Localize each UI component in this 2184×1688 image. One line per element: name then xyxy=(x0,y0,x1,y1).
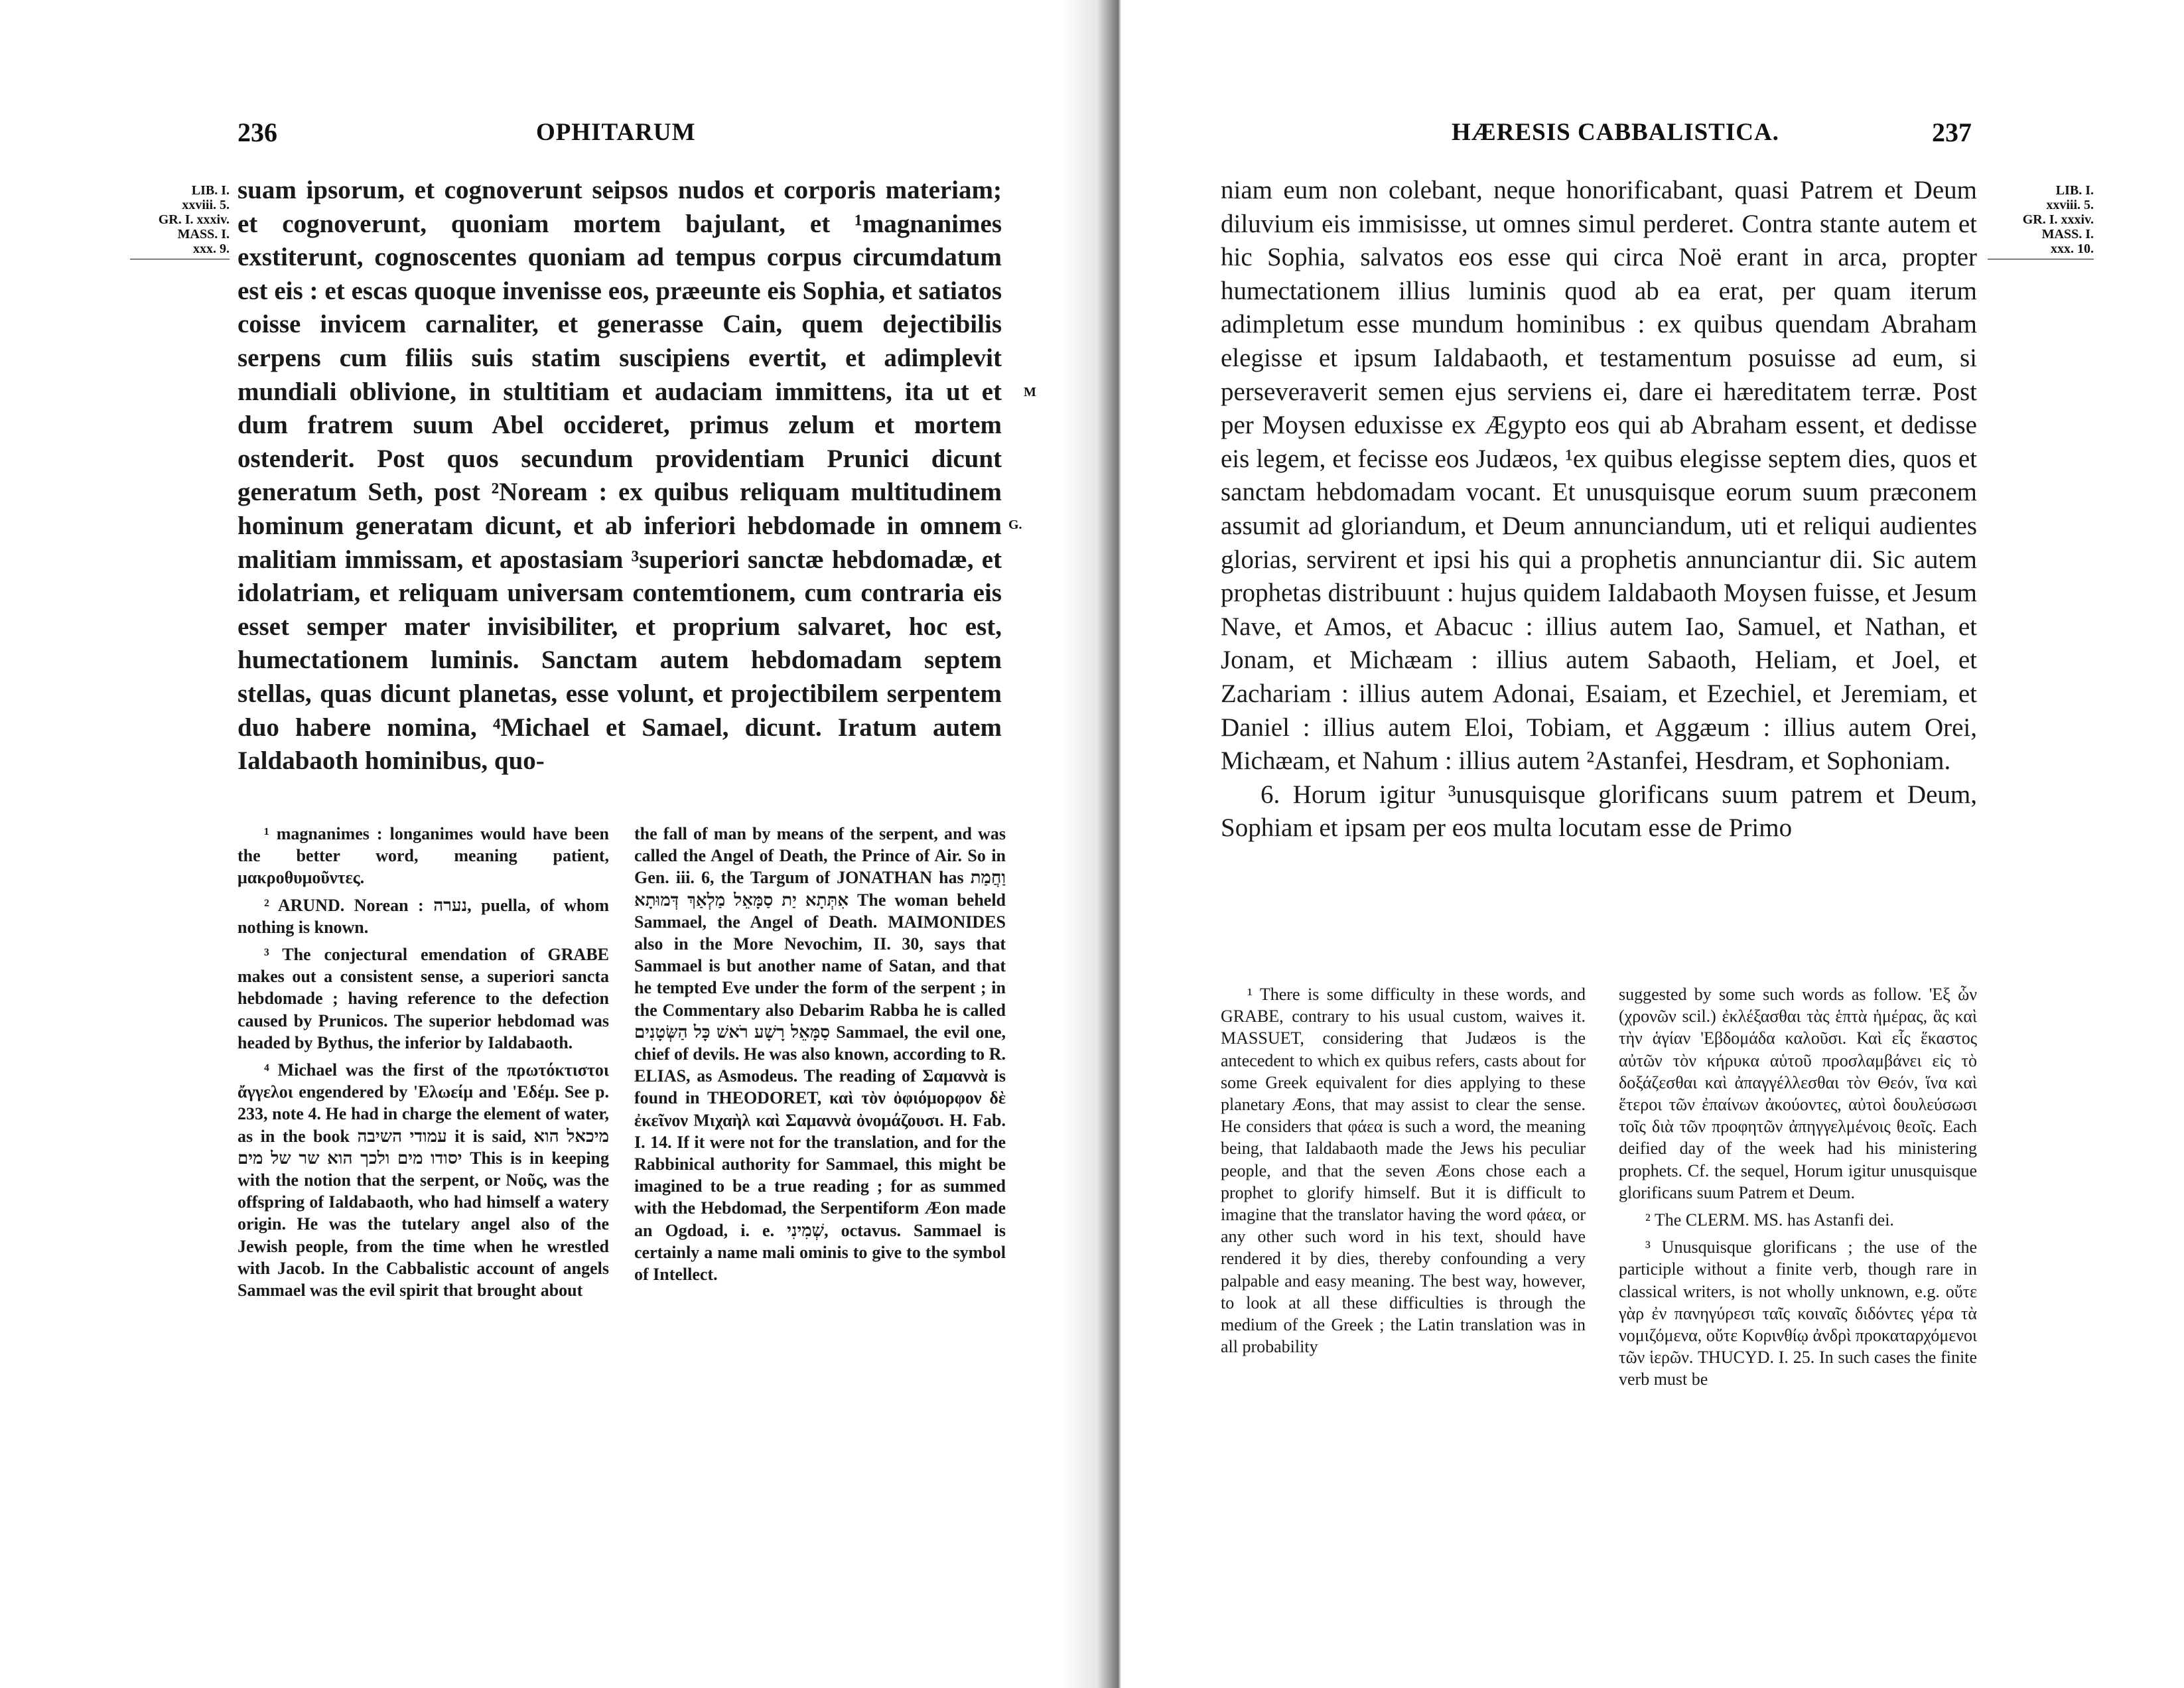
main-paragraph: 6. Horum igitur ³unusquisque glorificans suum patrem et Deum, Sophiam et ipsam per eos multa locutam esse de Primo xyxy=(1221,780,1977,843)
left-page xyxy=(0,0,1088,1688)
page-number: 236 xyxy=(238,117,277,147)
running-head: OPHITARUM xyxy=(536,119,696,146)
footnote: ⁴ Michael was the first of the πρωτόκτιστοι ἄγγελοι engendered by 'Ελωείμ and 'Εδέμ. See p. 233, note 4. He had in charge the element of water, as in the book עמודי השיבה it is said, מיכאל הוא יסודו מים ולכך הוא שר של מים This is in keeping with the notion that the serpent, or Νοῦς, was the offspring of Ialdabaoth, who had himself a watery origin. He was the tutelary angel also of the Jewish people, from the time when he wrestled with Jacob. In the Cabbalistic account of angels Sammael was the evil spirit that brought about xyxy=(238,1060,610,1301)
margin-ref-line: MASS. I. xyxy=(2041,227,2094,242)
margin-ref-line: xxx. 10. xyxy=(2051,242,2094,256)
running-head: HÆRESIS CABBALISTICA. xyxy=(1452,119,1779,146)
main-paragraph: niam eum non colebant, neque honorificabant, quasi Patrem et Deum diluvium eis immisisse, ut omnes simul perderet. Contra stante autem et hic Sophia, salvatos eos esse qui circa Noë erant in arca, propter humectationem illius luminis quod ab ea erat, per quam iterum adimpletum esse mundum hominibus : ex quibus quendam Abraham elegisse et ipsum Ialdabaoth, et testamentum posuisse ad eum, si perseveraverit semen ejus serviens ei, dare ei hæreditatem terræ. Post per Moysen eduxisse ex Ægypto eos qui ab Abraham essent, et dedisse eis legem, et fecisse eos Judæos, ¹ex quibus elegisse septem dies, quos et sanctam hebdomadam vocant. Et unusquisque eorum suum præconem assumit ad gloriandum, et Deum annunciandum, uti et reliqui audientes glorias, servirent et ipsi his qui a prophetis annunciantur dii. Sic autem prophetas distribuunt : hujus quidem Ialdabaoth Moysen fuisse, et Jesum Nave, et Amos, et Abacuc : illius autem Iao, Samuel, et Nathan, et Jonam, et Michæam : illius autem Sabaoth, Heliam, et Joel, et Zachariam : illius autem Adonai, Esaiam, et Ezechiel, et Jeremiam, et Daniel : illius autem Eloi, Tobiam, et Aggæum : illius autem Orei, Michæam, et Nahum : illius autem ²Astanfei, Hesdram, et Sophoniam. xyxy=(1221,176,1977,776)
margin-ref-line: LIB. I. xyxy=(191,183,230,198)
footnote: ³ Unusquisque glorificans ; the use of the participle without a finite verb, though rare in classical writers, is not wholly unknown, e.g. οὔτε γὰρ ἐν πανηγύρεσι ταῖς κοιναῖς διδόντες γέρα τὰ νομιζόμενα, οὔτε Κορινθίῳ ἀνδρὶ προκαταρχόμενοι τῶν ἱερῶν. THUCYD. I. 25. In such cases the finite verb must be xyxy=(1619,1237,1977,1389)
margin-ref-line: xxviii. 5. xyxy=(182,198,230,212)
margin-ref-line: GR. I. xxxiv. xyxy=(158,212,230,227)
footnotes-column-left xyxy=(1221,983,1586,1363)
footnote: ² The CLERM. MS. has Astanfi dei. xyxy=(1645,1210,1894,1230)
footnote: the fall of man by means of the serpent, and was called the Angel of Death, the Prince of Air. So in Gen. iii. 6, the Targum of JONATHAN has וַחֲמַת אִתְּתָא יַת סַמָּאֵל מַלְאַךְ דְּמוּתָא The woman beheld Sammael, the Angel of Death. MAIMONIDES also in the More Nevochim, II. 30, says that Sammael is but another name of Satan, and that he tempted Eve under the form of the serpent ; in the Commentary also Debarim Rabba he is called סַמָּאֵל רָשָׁע רֹאשׁ כָּל הַשְּׂטָנִים Sammael, the evil one, chief of devils. He was also known, according to R. ELIAS, as Asmodeus. The reading of Σαμαννὰ is found in THEODORET, καὶ τὸν ὀφιόμορφον δὲ ἐκεῖνον Μιχαὴλ καὶ Σαμαννὰ ὀνομάζουσι. H. Fab. I. 14. If it were not for the translation, and for the Rabbinical authority for Sammael, this might be imagined to be a true reading ; for as summed with the Hebdomad, the Serpentiform Æon made an Ogdoad, i. e. שְׁמִינִי, octavus. Sammael is certainly a name mali ominis to give to the symbol of Intellect. xyxy=(634,824,1006,1285)
footnotes-column-right xyxy=(1619,983,1977,1396)
footnotes-column-left xyxy=(238,823,609,1306)
footnote: ¹ There is some difficulty in these words, and GRABE, contrary to his usual custom, waives it. MASSUET, considering that Judæos is the antecedent to which ex quibus refers, casts about for some Greek equivalent for dies applying to these planetary Æons, that may assist to clear the sense. He considers that φάεα is such a word, the meaning being, that Ialdabaoth made the Jews his peculiar people, and that the seven Æons chose each a prophet to glorify himself. But it is difficult to imagine that the translator having the word φάεα, or any other such word in his text, should have rendered it by dies, thereby confounding a very palpable and easy meaning. The best way, however, to look at all these difficulties is through the medium of the Greek ; the Latin translation was in all probability xyxy=(1221,985,1586,1357)
right-page xyxy=(1115,0,2184,1688)
footnotes-column-right xyxy=(634,823,1006,1291)
footnote: ³ The conjectural emendation of GRABE makes out a consistent sense, a superiori sancta hebdomade ; having reference to the defection caused by Prunicos. The superior hebdomad was headed by Bythus, the inferior by Ialdabaoth. xyxy=(238,945,609,1052)
main-text xyxy=(238,174,1002,778)
footnote: ¹ magnanimes : longanimes would have been the better word, meaning patient, μακροθυμοῦντες. xyxy=(238,824,609,888)
footnote: ² ARUND. Norean : נערה, puella, of whom nothing is known. xyxy=(238,895,610,937)
main-paragraph: suam ipsorum, et cognoverunt seipsos nudos et corporis materiam; et cognoverunt, quoniam mortem bajulant, et ¹magnanimes exstiterunt, cognoscentes quoniam ad tempus corpus circumdatum est eis : et escas quoque invenisse eos, præeunte eis Sophia, et satiatos coisse invicem carnaliter, et generasse Cain, quem dejectibilis serpens cum filiis suis statim suscipiens evertit, et adimplevit mundiali oblivione, in stultitiam et audaciam immittens, ita ut et dum fratrem suum Abel occideret, primus zelum et mortem ostenderit. Post quos secundum providentiam Prunici dicunt generatum Seth, post ²Noream : ex quibus reliquam multitudinem hominum generatam dicunt, et ab inferiori hebdomade in omnem malitiam immissam, et apostasiam ³superiori sanctæ hebdomadæ, et idolatriam, et reliquam universam contemtionem, cum contraria eis esset semper mater invisibiliter, et proprium salvaret, hoc est, humectationem luminis. Sanctam autem hebdomadam septem stellas, quas dicunt planetas, esse volunt, et projectibilem serpentem duo habere nomina, ⁴Michael et Samael, dicunt. Iratum autem Ialdabaoth hominibus, quo- xyxy=(238,176,1002,776)
margin-ref-line: LIB. I. xyxy=(2055,183,2094,198)
page-number: 237 xyxy=(1932,117,1972,147)
margin-reference xyxy=(1988,183,2094,259)
margin-reference xyxy=(130,183,230,259)
main-text xyxy=(1221,174,1977,845)
side-letter: G. xyxy=(1008,518,1022,532)
margin-ref-line: xxviii. 5. xyxy=(2046,198,2094,212)
margin-ref-line: xxx. 9. xyxy=(193,242,230,256)
footnote: suggested by some such words as follow. 'Εξ ὧν (χρονῶν scil.) ἐκλέξασθαι τὰς ἑπτὰ ἡμέρας, ἃς καὶ τὴν ἁγίαν 'Εβδομάδα καλοῦσι. Καὶ εἷς ἕκαστος αὐτῶν τὸν κήρυκα αὑτοῦ προσλαμβάνει εἰς τὸ δοξάζεσθαι καὶ ἀπαγγέλλεσθαι τὸν Θεόν, ἵνα καὶ ἕτεροι τῶν ἐπαίνων ἀκούοντες, αὐτοὶ δουλεύσωσι τοῖς διὰ τῶν προφητῶν ἀπηγγελμένοις θεοῖς. Each deified day of the week had his ministering prophets. Cf. the sequel, Horum igitur unusquisque glorificans suum Patrem et Deum. xyxy=(1619,985,1977,1202)
margin-ref-line: GR. I. xxxiv. xyxy=(2022,212,2094,227)
margin-ref-line: MASS. I. xyxy=(177,227,230,242)
side-letter: M xyxy=(1024,385,1036,399)
